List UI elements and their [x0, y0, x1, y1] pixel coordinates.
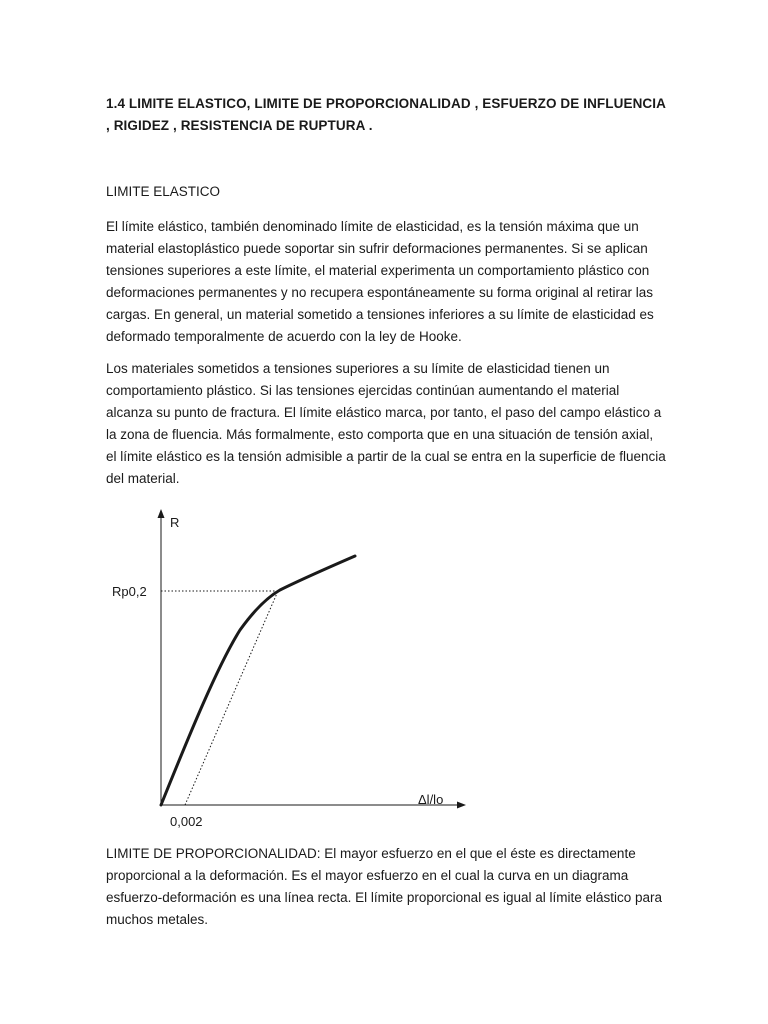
- paragraph-elastic-limit-definition: El límite elástico, también denominado límite de elasticidad, es la tensión máxima que un material elastoplástico puede soportar sin sufrir deformaciones permanentes. Si se aplican tensiones superiores a este límite, el material experimenta un comportamiento plástico con deformaciones permanentes y no recupera espontáneamente su forma original al retirar las cargas. En general, un material sometido a tensiones inferiores a su límite de elasticidad es deformado temporalmente de acuerdo con la ley de Hooke.: [106, 219, 654, 344]
- stress-strain-diagram: [100, 505, 480, 835]
- x-axis-label: Δl/lo: [418, 792, 444, 807]
- y-axis-label: R: [170, 515, 180, 530]
- offset-strain-label: 0,002: [170, 814, 203, 829]
- stress-strain-curve: [161, 556, 355, 805]
- subsection-title: LIMITE ELASTICO: [106, 184, 221, 199]
- section-heading: 1.4 LIMITE ELASTICO, LIMITE DE PROPORCIONALIDAD , ESFUERZO DE INFLUENCIA , RIGIDEZ , RESISTENCIA DE RUPTURA .: [106, 96, 666, 133]
- x-axis-arrow: [457, 802, 466, 809]
- offset-line: [185, 591, 278, 805]
- y-axis-arrow: [158, 509, 165, 518]
- yield-stress-label: Rp0,2: [112, 584, 147, 599]
- paragraph-proportional-limit: LIMITE DE PROPORCIONALIDAD: El mayor esfuerzo en el que el éste es directamente proporcional a la deformación. Es el mayor esfuerzo en el cual la curva en un diagrama esfuerzo-deformación es una línea recta. El límite proporcional es igual al límite elástico para muchos metales.: [106, 846, 663, 927]
- paragraph-plastic-behavior: Los materiales sometidos a tensiones superiores a su límite de elasticidad tienen un comportamiento plástico. Si las tensiones ejercidas continúan aumentando el material alcanza su punto de fractura. El límite elástico marca, por tanto, el paso del campo elástico a la zona de fluencia. Más formalmente, esto comporta que en una situación de tensión axial, el límite elástico es la tensión admisible a partir de la cual se entra en la superficie de fluencia del material.: [106, 361, 666, 486]
